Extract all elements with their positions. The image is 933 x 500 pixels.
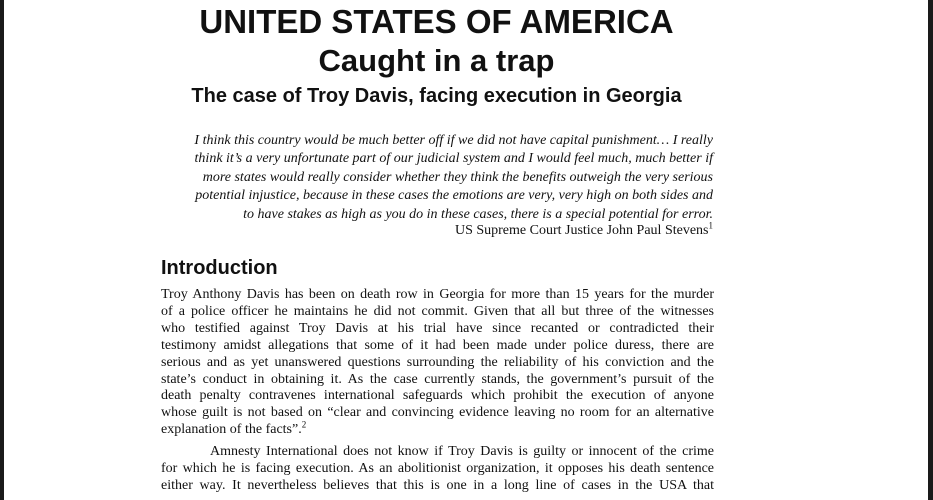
text-line-content: explanation of the facts”. [161, 422, 302, 438]
section-heading-introduction: Introduction [161, 257, 278, 279]
text-line: serious and as yet unanswered questions surrounding the reliability of his conviction and the [161, 354, 714, 370]
quote-line: potential injustice, because in these cases the emotions are very, very high on both sides and [195, 188, 713, 204]
document-title: Caught in a trap [318, 43, 555, 78]
text-line: Amnesty International does not know if Troy Davis is guilty or innocent of the crime [210, 444, 714, 459]
paragraph-2 [161, 444, 714, 495]
text-line: whose guilt is not based on “clear and convincing evidence leaving no room for an alternative [161, 405, 714, 421]
text-line: who testified against Troy Davis at his trial have since recanted or contradicted their [161, 320, 714, 336]
document-subtitle: The case of Troy Davis, facing execution in Georgia [191, 85, 682, 107]
text-line-last [161, 419, 714, 439]
text-line: of a police officer he maintains he did not commit. Given that all but three of the witnesses [161, 303, 714, 319]
footnote-ref[interactable]: 1 [708, 220, 713, 231]
quote-line: think it’s a very unfortunate part of our judicial system and I would feel much, much better if [194, 151, 713, 167]
quote-attribution [400, 222, 713, 240]
document-country-heading: UNITED STATES OF AMERICA [199, 3, 674, 40]
text-line: Troy Anthony Davis has been on death row in Georgia for more than 15 years for the murder [161, 287, 714, 302]
text-line: testimony amidst allegations that some of it had been made under police duress, there are [161, 337, 714, 353]
text-line: death penalty contravenes international safeguards which prohibit the execution of anyone [161, 388, 714, 404]
footnote-ref[interactable]: 2 [301, 419, 307, 430]
attribution-text: US Supreme Court Justice John Paul Stevens [454, 223, 709, 238]
text-line: either way. It nevertheless believes that this is one in a long line of cases in the USA that [161, 477, 714, 493]
epigraph-quote [163, 132, 713, 224]
quote-line: more states would really consider whether they think the benefits outweigh the very serious [202, 169, 713, 185]
text-line: for which he is facing execution. As an abolitionist organization, it opposes his death sentence [161, 460, 714, 476]
text-line: state’s conduct in obtaining it. As the case currently stands, the government’s pursuit of the [161, 371, 714, 387]
quote-line: I think this country would be much better off if we did not have capital punishment… I really [194, 133, 713, 148]
quote-line: to have stakes as high as you do in these cases, there is a special potential for error. [243, 206, 713, 222]
paragraph-1 [161, 287, 714, 439]
